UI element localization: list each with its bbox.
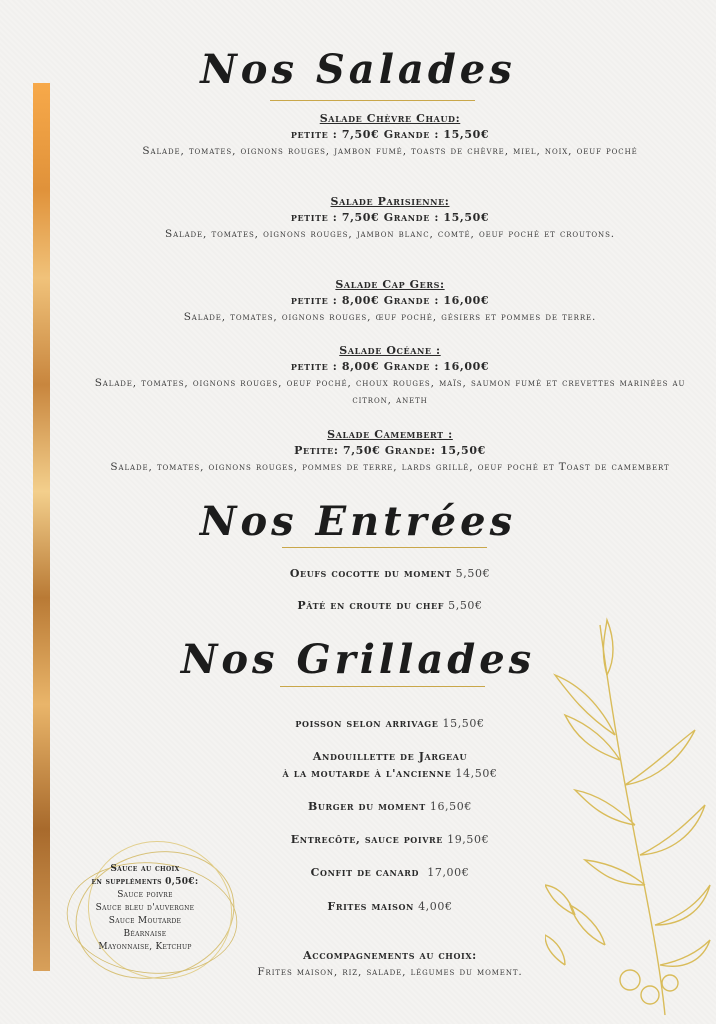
item-price: 19,50€	[447, 833, 490, 846]
item-price: 15,50€	[442, 717, 485, 730]
salades-rule	[270, 100, 475, 101]
item-name: Oeufs cocotte du moment	[289, 567, 452, 580]
salade-cap-gers	[70, 277, 710, 326]
sauce-item: Béarnaise	[123, 929, 167, 939]
salades-title: Nos Salades	[200, 46, 516, 93]
item-name: Pâté en croute du chef	[297, 599, 445, 612]
item-name: Salade Cap Gers:	[335, 278, 445, 291]
item-desc: Salade, tomates, oignons rouges, jambon blanc, comté, oeuf poché et croutons.	[164, 228, 615, 240]
entree-pate	[70, 597, 710, 614]
item-name-2: à la moutarde à l'ancienne	[282, 767, 452, 780]
salade-oceane	[70, 343, 710, 409]
sauce-item: Sauce bleu d'auvergne	[95, 903, 195, 913]
sauce-box	[70, 863, 220, 954]
salade-parisienne	[70, 194, 710, 243]
item-name: Burger du moment	[308, 800, 426, 813]
item-desc: Salade, tomates, oignons rouges, jambon fumé, toasts de chèvre, miel, noix, oeuf poché	[142, 145, 638, 157]
entree-oeufs	[70, 565, 710, 582]
item-price: petite : 7,50€ Grande : 15,50€	[290, 211, 490, 224]
sauce-item: Sauce poivre	[117, 890, 173, 900]
item-price: petite : 7,50€ Grande : 15,50€	[290, 128, 490, 141]
item-price: 16,50€	[429, 800, 472, 813]
grillades-title: Nos Grillades	[180, 636, 536, 683]
sauce-title-1: Sauce au choix	[110, 864, 180, 874]
entrees-title: Nos Entrées	[199, 498, 517, 545]
item-price: petite : 8,00€ Grande : 16,00€	[290, 360, 490, 373]
gold-leaves-ornament	[545, 615, 715, 1020]
item-name: Entrecôte, sauce poivre	[290, 833, 443, 846]
item-name: Salade Océane :	[339, 344, 441, 357]
item-name: Confit de canard	[310, 866, 420, 879]
sauce-item: Sauce Moutarde	[108, 916, 182, 926]
item-desc: Salade, tomates, oignons rouges, oeuf poché, choux rouges, maïs, saumon fumé et crevettes marinées au citron, aneth	[94, 377, 686, 406]
item-name: Frites maison	[327, 900, 414, 913]
salade-chevre	[70, 111, 710, 160]
accompagnements-text: Frites maison, riz, salade, légumes du moment.	[257, 966, 523, 978]
item-price: Petite: 7,50€ Grande: 15,50€	[294, 444, 486, 457]
item-desc: Salade, tomates, oignons rouges, œuf poché, gésiers et pommes de terre.	[183, 311, 597, 323]
item-name: Salade Chèvre Chaud:	[319, 112, 461, 125]
item-price: 14,50€	[455, 767, 498, 780]
sauce-item: Mayonnaise, Ketchup	[98, 942, 192, 952]
item-name: Salade Camembert :	[327, 428, 453, 441]
item-price: 5,50€	[455, 567, 491, 580]
item-price: petite : 8,00€ Grande : 16,00€	[290, 294, 490, 307]
item-price: 5,50€	[448, 599, 483, 612]
item-name: poisson selon arrivage	[295, 717, 439, 730]
accompagnements-title: Accompagnements au choix:	[303, 949, 477, 962]
grillades-rule	[280, 686, 485, 687]
sauce-title-2: en suppléments 0,50€:	[91, 877, 199, 887]
item-price: 17,00€	[427, 866, 470, 879]
item-desc: Salade, tomates, oignons rouges, pommes de terre, lards grillé, oeuf poché et Toast de camembert	[110, 461, 670, 473]
item-price: 4,00€	[418, 900, 453, 913]
salade-camembert	[70, 427, 710, 476]
item-name: Andouillette de Jargeau	[312, 750, 468, 763]
item-name: Salade Parisienne:	[330, 195, 450, 208]
entrees-rule	[282, 547, 487, 548]
